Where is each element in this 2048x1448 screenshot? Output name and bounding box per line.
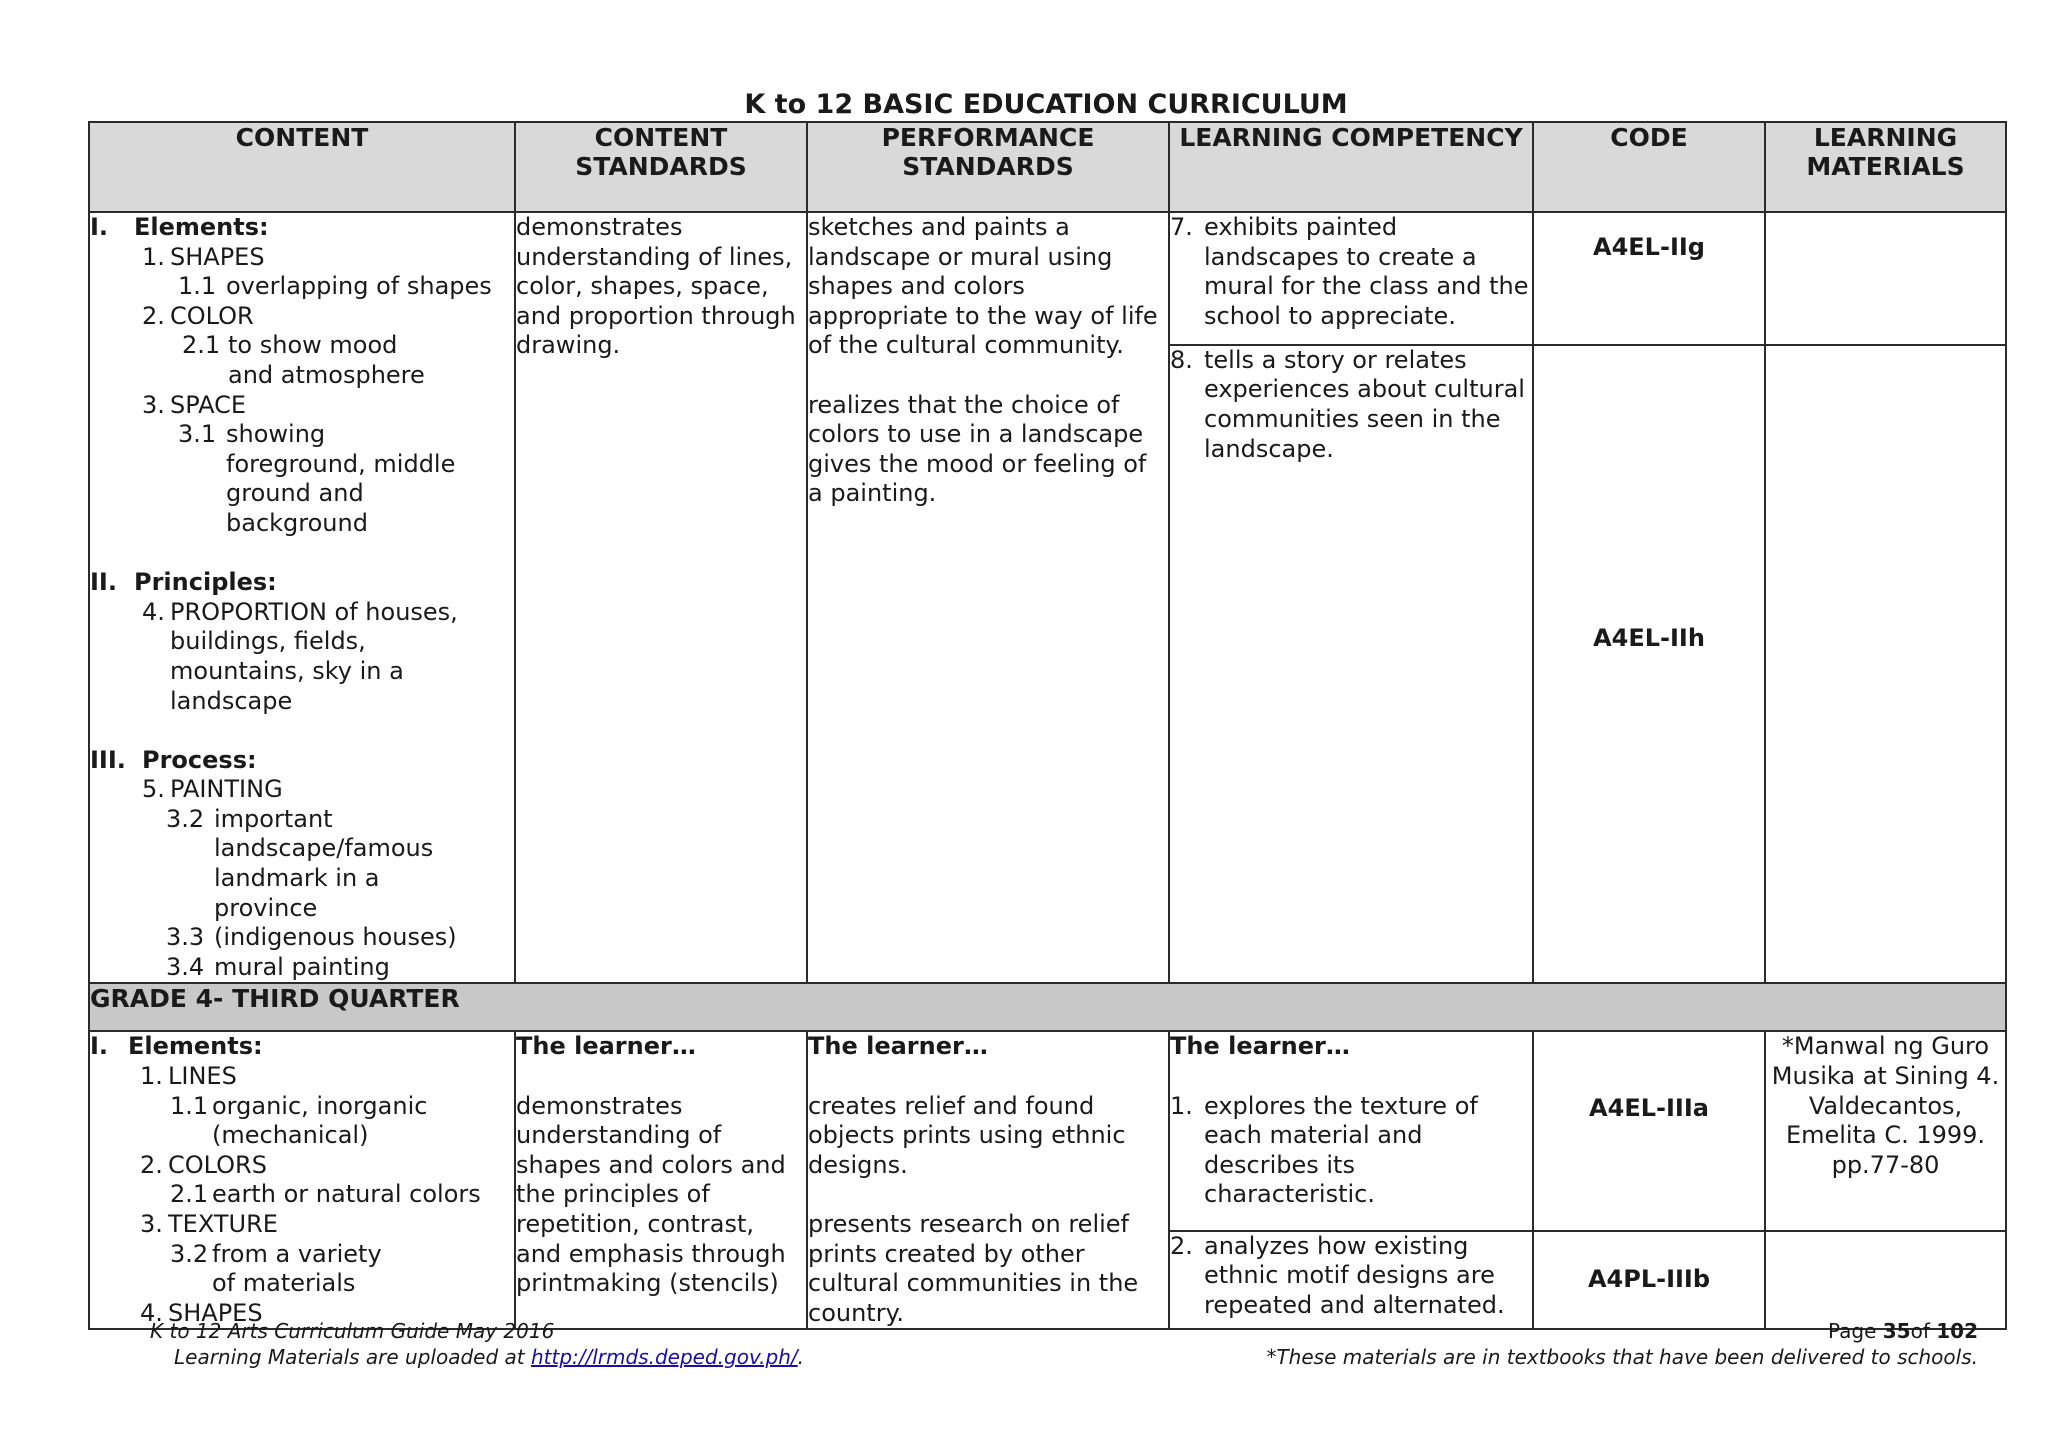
- materials-cell: *Manwal ng Guro Musika at Sining 4. Valdecantos, Emelita C. 1999. pp.77-80: [1765, 1031, 2006, 1230]
- performance-standard-text: realizes that the choice of colors to use in a landscape gives the mood or feeling of a painting.: [808, 390, 1147, 508]
- list-item: 3. TEXTURE: [140, 1210, 278, 1238]
- learner-label: The learner…: [516, 1032, 696, 1061]
- list-item: 1. SHAPES: [142, 242, 265, 271]
- content-standards-cell: [515, 1031, 807, 1329]
- page-number: Page 35of 102: [1827, 1319, 1978, 1343]
- header-performance-standards: PERFORMANCE STANDARDS: [807, 122, 1169, 212]
- content-standard-text: demonstrates understanding of shapes and colors and the principles of repetition, contrast, and emphasis through printmaking (stencils): [516, 1091, 786, 1298]
- content-cell: [89, 1031, 515, 1329]
- list-item: I. Elements:: [90, 1032, 263, 1061]
- content-standards-cell: [515, 212, 807, 983]
- performance-standard-text: presents research on relief prints created by other cultural communities in the country.: [808, 1210, 1139, 1327]
- performance-standards-cell: [807, 212, 1169, 983]
- competency-item: 1. explores the texture of each material and describes its characteristic.: [1170, 1091, 1478, 1209]
- header-content-standards: CONTENT STANDARDS: [515, 122, 807, 212]
- list-item: 4. SHAPES: [140, 1298, 263, 1327]
- list-item: II. Principles:: [90, 568, 277, 597]
- footer-guide: K to 12 Arts Curriculum Guide May 2016: [150, 1319, 555, 1343]
- list-item: 2.1 earth or natural colors: [170, 1180, 481, 1209]
- list-item: 2. COLOR: [142, 301, 254, 330]
- competency-cell: [1169, 345, 1533, 984]
- materials-cell: [1765, 1231, 2006, 1330]
- learner-label: The learner…: [808, 1032, 988, 1061]
- learner-label: The learner…: [1170, 1032, 1350, 1061]
- table-row: [89, 1031, 2006, 1230]
- code-cell: A4PL-IIIb: [1533, 1231, 1765, 1330]
- list-item: 3.2 from a variety of materials: [170, 1239, 382, 1298]
- list-item: 3.4 mural painting: [166, 952, 390, 981]
- header-learning-competency: LEARNING COMPETENCY: [1169, 122, 1533, 212]
- list-item: 5. PAINTING: [142, 775, 283, 804]
- list-item: 3.1 showing foreground, middle ground and background: [178, 420, 456, 537]
- competency-item: 8. tells a story or relates experiences about cultural communities seen in the landscape.: [1170, 345, 1525, 463]
- performance-standard-text: creates relief and found objects prints using ethnic designs.: [808, 1091, 1126, 1179]
- list-item: 1.1 overlapping of shapes: [178, 272, 492, 301]
- competency-item: 7. exhibits painted landscapes to create a mural for the class and the school to appreciate.: [1170, 213, 1529, 330]
- list-item: 3.2 important landscape/famous landmark in a province: [166, 804, 434, 922]
- performance-standards-cell: [807, 1031, 1169, 1329]
- header-row: [89, 122, 2006, 212]
- list-item: 3.3 (indigenous houses): [166, 923, 457, 952]
- materials-cell: [1765, 345, 2006, 984]
- list-item: 2. COLORS: [140, 1150, 267, 1179]
- content-standard-text: demonstrates understanding of lines, color, shapes, space, and proportion through drawing.: [516, 213, 796, 360]
- list-item: I. Elements:: [90, 213, 269, 241]
- performance-standard-text: sketches and paints a landscape or mural using shapes and colors appropriate to the way of life of the cultural community.: [808, 213, 1158, 360]
- competency-cell: [1169, 1031, 1533, 1230]
- footer-left: [150, 1318, 804, 1370]
- list-item: 3. SPACE: [142, 390, 247, 419]
- list-item: 2.1 to show mood and atmosphere: [182, 331, 425, 389]
- lrmds-link[interactable]: http://lrmds.deped.gov.ph/: [530, 1345, 798, 1369]
- quarter-heading: GRADE 4- THIRD QUARTER: [89, 983, 2006, 1031]
- list-item: 1.1 organic, inorganic (mechanical): [170, 1091, 428, 1150]
- list-item: III. Process:: [90, 745, 257, 774]
- header-code: CODE: [1533, 122, 1765, 212]
- document-title: K to 12 BASIC EDUCATION CURRICULUM: [744, 89, 1348, 120]
- code-cell: A4EL-IIIa: [1533, 1031, 1765, 1230]
- curriculum-table: [88, 121, 2007, 1330]
- footer-note: *These materials are in textbooks that have been delivered to schools.: [1266, 1345, 1978, 1369]
- materials-cell: [1765, 212, 2006, 345]
- quarter-heading-row: [89, 983, 2006, 1031]
- code-cell: A4EL-IIh: [1533, 345, 1765, 984]
- code-cell: A4EL-IIg: [1533, 212, 1765, 345]
- header-learning-materials: LEARNING MATERIALS: [1765, 122, 2006, 212]
- header-content: CONTENT: [89, 122, 515, 212]
- list-item: 1. LINES: [140, 1062, 237, 1091]
- competency-item: 2. analyzes how existing ethnic motif designs are repeated and alternated.: [1170, 1231, 1505, 1319]
- competency-cell: [1169, 1231, 1533, 1330]
- footer-uploaded: Learning Materials are uploaded at http://lrmds.deped.gov.ph/.: [174, 1345, 805, 1369]
- table-row: [89, 212, 2006, 345]
- content-cell: [89, 212, 515, 983]
- footer-right: [1266, 1318, 1978, 1370]
- competency-cell: [1169, 212, 1533, 345]
- list-item: 4. PROPORTION of houses, buildings, fields, mountains, sky in a landscape: [142, 597, 458, 715]
